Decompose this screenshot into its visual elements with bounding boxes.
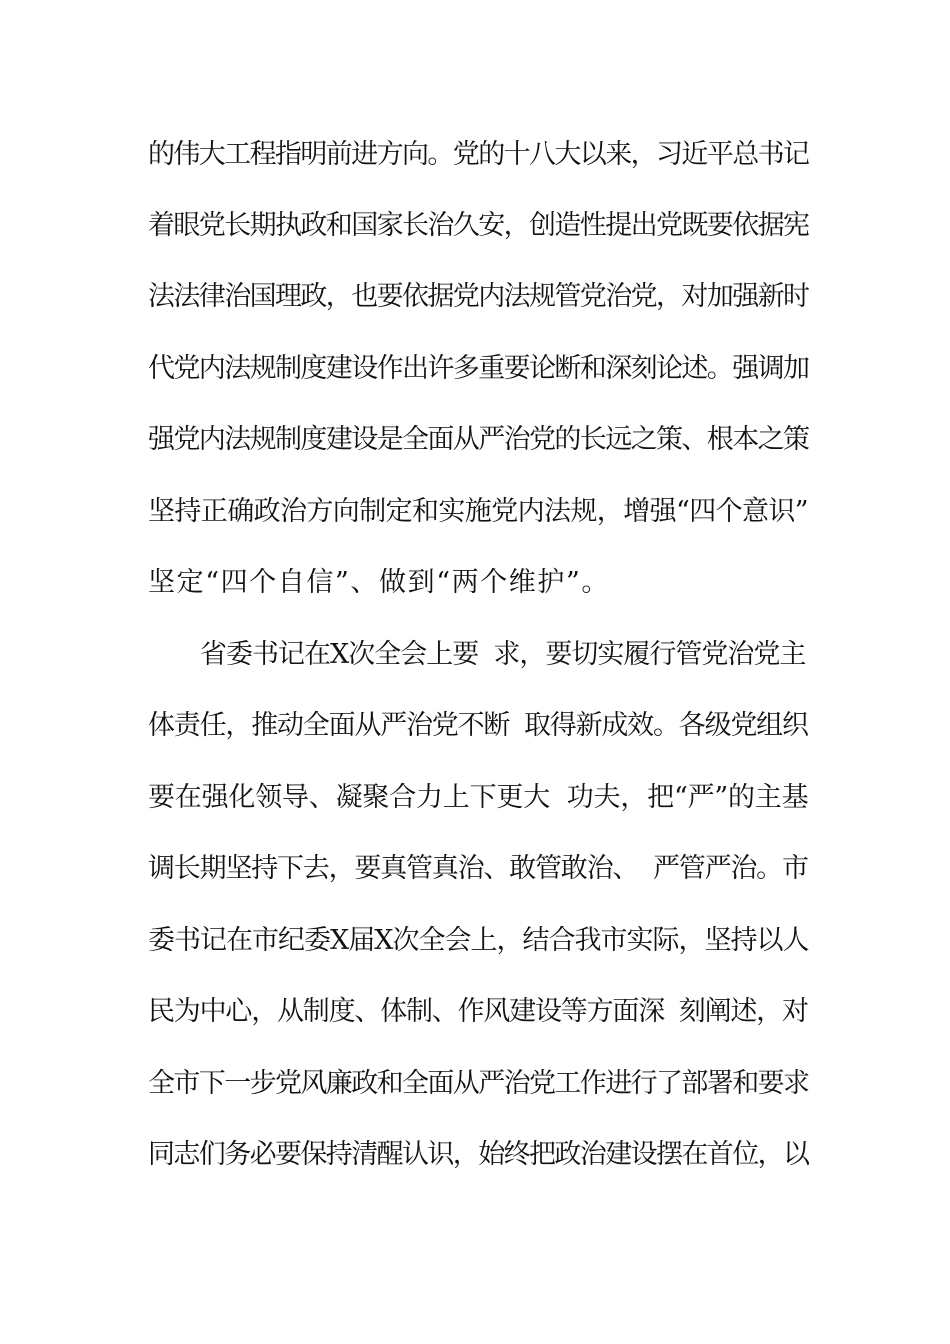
text-line: 坚持正确政治方向制定和实施党内法规，增强“四个意识” bbox=[148, 496, 809, 527]
text-line: 坚定“四个自信”、做到“两个维护”。 bbox=[148, 567, 611, 598]
text-line: 强党内法规制度建设是全面从严治党的长远之策、根本之策 bbox=[148, 424, 809, 455]
text-line: 委书记在市纪委X届X次全会上，结合我市实际，坚持以人 bbox=[148, 925, 809, 956]
text-line: 民为中心，从制度、体制、作风建设等方面深 刻阐述，对 bbox=[148, 996, 808, 1027]
text-line: 代党内法规制度建设作出许多重要论断和深刻论述。强调加 bbox=[148, 353, 809, 384]
text-line: 着眼党长期执政和国家长治久安，创造性提出党既要依据宪 bbox=[148, 210, 809, 241]
text-line: 调长期坚持下去，要真管真治、敢管敢治、 严管严治。市 bbox=[148, 853, 808, 884]
text-line: 法法律治国理政，也要依据党内法规管党治党，对加强新时 bbox=[148, 281, 809, 312]
text-line: 体责任，推动全面从严治党不断 取得新成效。各级党组织 bbox=[148, 710, 808, 741]
text-line: 要在强化领导、凝聚合力上下更大 功夫，把“严”的主基 bbox=[148, 782, 809, 813]
text-line: 同志们务必要保持清醒认识，始终把政治建设摆在首位，以 bbox=[148, 1139, 809, 1170]
text-line: 的伟大工程指明前进方向。党的十八大以来，习近平总书记 bbox=[148, 139, 809, 170]
paragraph-first-line: 省委书记在X次全会上要 求，要切实履行管党治党主 bbox=[200, 639, 806, 670]
text-line: 全市下一步党风廉政和全面从严治党工作进行了部署和要求 bbox=[148, 1068, 809, 1099]
